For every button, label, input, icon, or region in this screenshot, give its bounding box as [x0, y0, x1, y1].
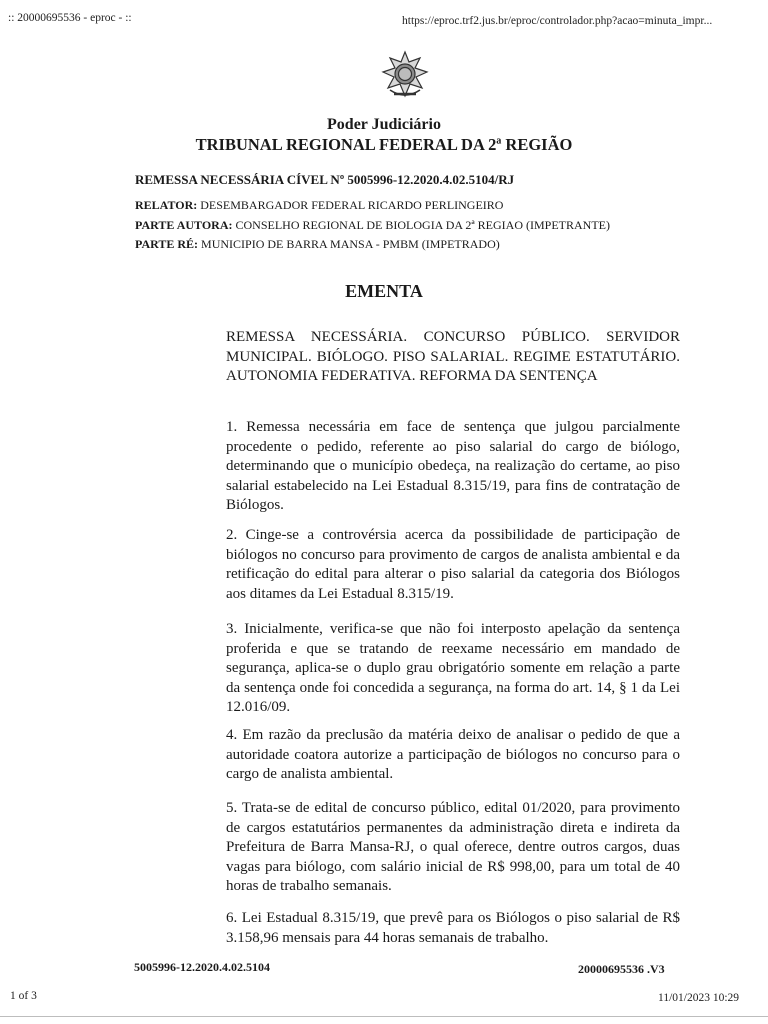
court-power-title: Poder Judiciário: [327, 116, 441, 133]
footer-document-id: 20000695536 .V3: [578, 962, 665, 976]
relator-value: DESEMBARGADOR FEDERAL RICARDO PERLINGEIRO: [197, 198, 504, 212]
ementa-paragraph-1: 1. Remessa necessária em face de sentença que julgou parcialmente procedente o pedido, referente ao piso salarial do cargo de biólogo, determinando que o município obedeça, na realização do certame, ao piso salarial estabelecido na Lei Estadual 8.315/19, para fins de contratação de Biólogos.: [226, 419, 680, 513]
ementa-paragraph-5: 5. Trata-se de edital de concurso público, edital 01/2020, para provimento de cargos estatutários permanentes da administração direta e indireta da Prefeitura de Barra Mansa-RJ, o qual oferece, dentre outros cargos, duas vagas para biólogo, com salário inicial de R$ 998,00, para um total de 40 horas de trabalho semanais.: [226, 800, 680, 894]
parte-autora-value: CONSELHO REGIONAL DE BIOLOGIA DA 2ª REGIAO (IMPETRANTE): [232, 218, 610, 232]
ementa-paragraph-4: 4. Em razão da preclusão da matéria deixo de analisar o pedido de que a autoridade coatora autorize a participação de biólogos no concurso para o cargo de analista ambiental.: [226, 727, 680, 782]
print-header-title: :: 20000695536 - eproc - ::: [8, 12, 132, 24]
parte-autora-line: [135, 218, 610, 233]
ementa-paragraph-3: 3. Inicialmente, verifica-se que não foi interposto apelação da sentença proferida e que se tratando de reexame necessário em mandado de segurança, aplica-se o duplo grau obrigatório somente em relação a parte da sentença onde foi concedida a segurança, na forma do art. 14, § 1 da Lei 12.016/09.: [226, 621, 680, 715]
print-header-url: https://eproc.trf2.jus.br/eproc/controlador.php?acao=minuta_impr...: [402, 15, 713, 27]
court-name-title: TRIBUNAL REGIONAL FEDERAL DA 2ª REGIÃO: [195, 135, 573, 154]
parte-re-label: PARTE RÉ:: [135, 237, 199, 251]
ementa-paragraph-2: 2. Cinge-se a controvérsia acerca da possibilidade de participação de biólogos no concurso para provimento de cargos de analista ambiental e da retificação do edital para alterar o piso salarial da categoria dos Biólogos aos ditames da Lei Estadual 8.315/19.: [226, 527, 680, 602]
ementa-summary: REMESSA NECESSÁRIA. CONCURSO PÚBLICO. SERVIDOR MUNICIPAL. BIÓLOGO. PISO SALARIAL. REGIME ESTATUTÁRIO. AUTONOMIA FEDERATIVA. REFORMA DA SENTENÇA: [226, 329, 680, 384]
case-title: REMESSA NECESSÁRIA CÍVEL Nº 5005996-12.2020.4.02.5104/RJ: [135, 172, 515, 187]
parte-autora-label: PARTE AUTORA:: [135, 218, 233, 232]
ementa-paragraph-6: 6. Lei Estadual 8.315/19, que prevê para os Biólogos o piso salarial de R$ 3.158,96 mensais para 44 horas semanais de trabalho.: [226, 910, 680, 946]
page-bottom-rule: [0, 1016, 768, 1017]
parte-re-line: [135, 237, 500, 252]
print-footer-page: 1 of 3: [10, 990, 37, 1002]
parte-re-value: MUNICIPIO DE BARRA MANSA - PMBM (IMPETRADO): [198, 237, 500, 251]
relator-label: RELATOR:: [135, 198, 198, 212]
ementa-heading: EMENTA: [345, 281, 423, 301]
print-footer-datetime: 11/01/2023 10:29: [658, 992, 740, 1004]
relator-line: [135, 198, 503, 213]
coat-of-arms-icon: [380, 50, 430, 104]
footer-process-number: 5005996-12.2020.4.02.5104: [134, 960, 270, 974]
